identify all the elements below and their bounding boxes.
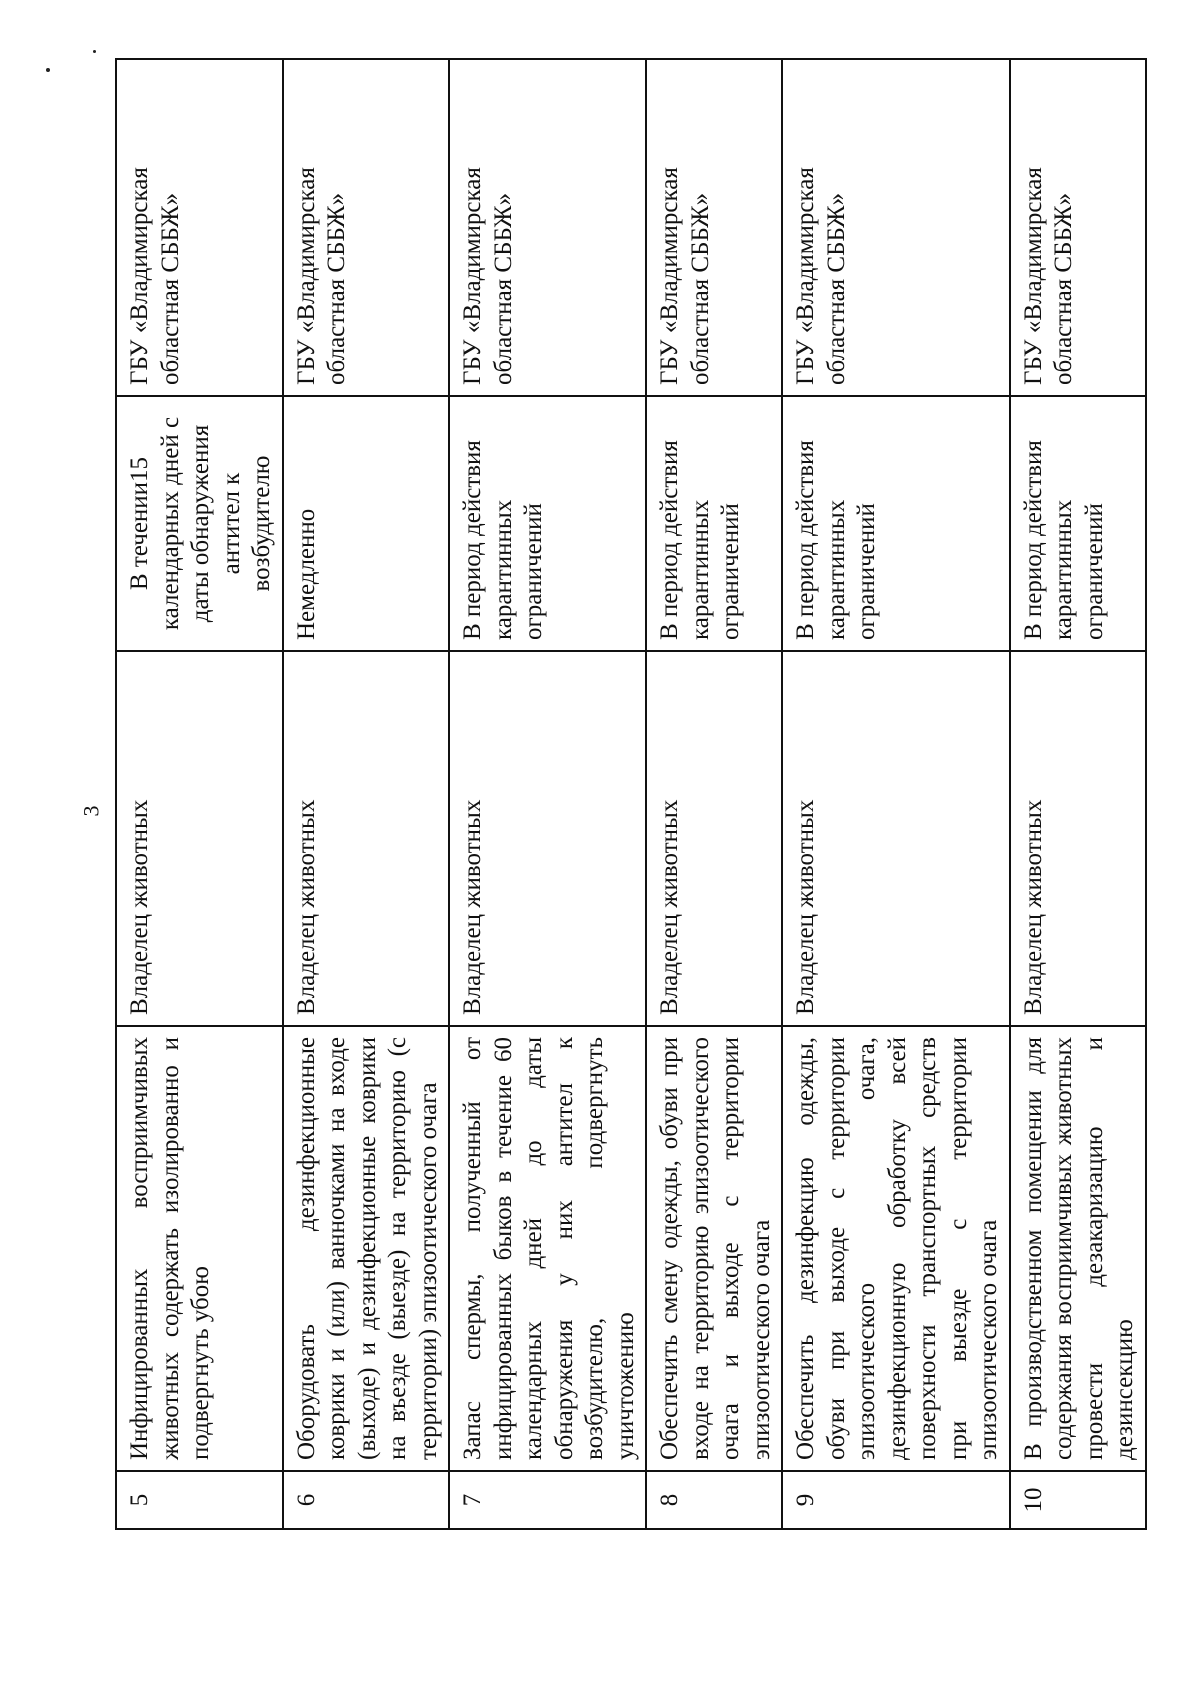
measures-table — [115, 58, 1147, 1530]
term-cell: В период действия карантинных ограничений — [449, 396, 646, 651]
measure-cell: Обеспечить смену одежды, обуви при входе на территорию эпизоотического очага и выходе с территории эпизоотического очага — [646, 1026, 782, 1471]
executor-cell: ГБУ «Владимирская областная СББЖ» — [782, 59, 1010, 396]
term-cell: В период действия карантинных ограничений — [646, 396, 782, 651]
scan-speck — [93, 50, 96, 53]
row-number: 5 — [116, 1471, 283, 1529]
measures-table-frame — [115, 60, 1138, 1530]
responsible-cell: Владелец животных — [646, 651, 782, 1026]
row-number: 6 — [283, 1471, 450, 1529]
measure-cell: Инфицированных восприимчивых животных содержать изолированно и подвергнуть убою — [116, 1026, 283, 1471]
measure-cell: Оборудовать дезинфекционные коврики и (или) ванночками на входе (выходе) и дезинфекционные коврики на въезде (выезде) на территорию (с территории) эпизоотического очага — [283, 1026, 450, 1471]
executor-cell: ГБУ «Владимирская областная СББЖ» — [449, 59, 646, 396]
responsible-cell: Владелец животных — [1010, 651, 1146, 1026]
measure-cell: Обеспечить дезинфекцию одежды, обуви при выходе с территории эпизоотического очага, дезинфекционную обработку всей поверхности транспортных средств при выезде с территории эпизоотического очага — [782, 1026, 1010, 1471]
table-row — [782, 59, 1010, 1529]
row-number: 10 — [1010, 1471, 1146, 1529]
measures-table-rotated — [115, 60, 1138, 1530]
responsible-cell: Владелец животных — [449, 651, 646, 1026]
term-cell: В течении15 календарных дней с даты обнаружения антител к возбудителю — [116, 396, 283, 651]
table-row — [116, 59, 283, 1529]
executor-cell: ГБУ «Владимирская областная СББЖ» — [283, 59, 450, 396]
table-row — [449, 59, 646, 1529]
responsible-cell: Владелец животных — [782, 651, 1010, 1026]
row-number: 9 — [782, 1471, 1010, 1529]
responsible-cell: Владелец животных — [116, 651, 283, 1026]
table-row — [283, 59, 450, 1529]
executor-cell: ГБУ «Владимирская областная СББЖ» — [1010, 59, 1146, 396]
scan-speck — [46, 68, 50, 72]
page-number: 3 — [78, 805, 104, 817]
table-row — [646, 59, 782, 1529]
term-cell: В период действия карантинных ограничений — [1010, 396, 1146, 651]
measure-cell: В производственном помещении для содержания восприимчивых животных провести дезакаризацию и дезинсекцию — [1010, 1026, 1146, 1471]
responsible-cell: Владелец животных — [283, 651, 450, 1026]
row-number: 8 — [646, 1471, 782, 1529]
row-number: 7 — [449, 1471, 646, 1529]
measure-cell: Запас спермы, полученный от инфицированных быков в течение 60 календарных дней до даты обнаружения у них антител к возбудителю, подвергнуть уничтожению — [449, 1026, 646, 1471]
executor-cell: ГБУ «Владимирская областная СББЖ» — [116, 59, 283, 396]
executor-cell: ГБУ «Владимирская областная СББЖ» — [646, 59, 782, 396]
term-cell: Немедленно — [283, 396, 450, 651]
table-row — [1010, 59, 1146, 1529]
term-cell: В период действия карантинных ограничений — [782, 396, 1010, 651]
